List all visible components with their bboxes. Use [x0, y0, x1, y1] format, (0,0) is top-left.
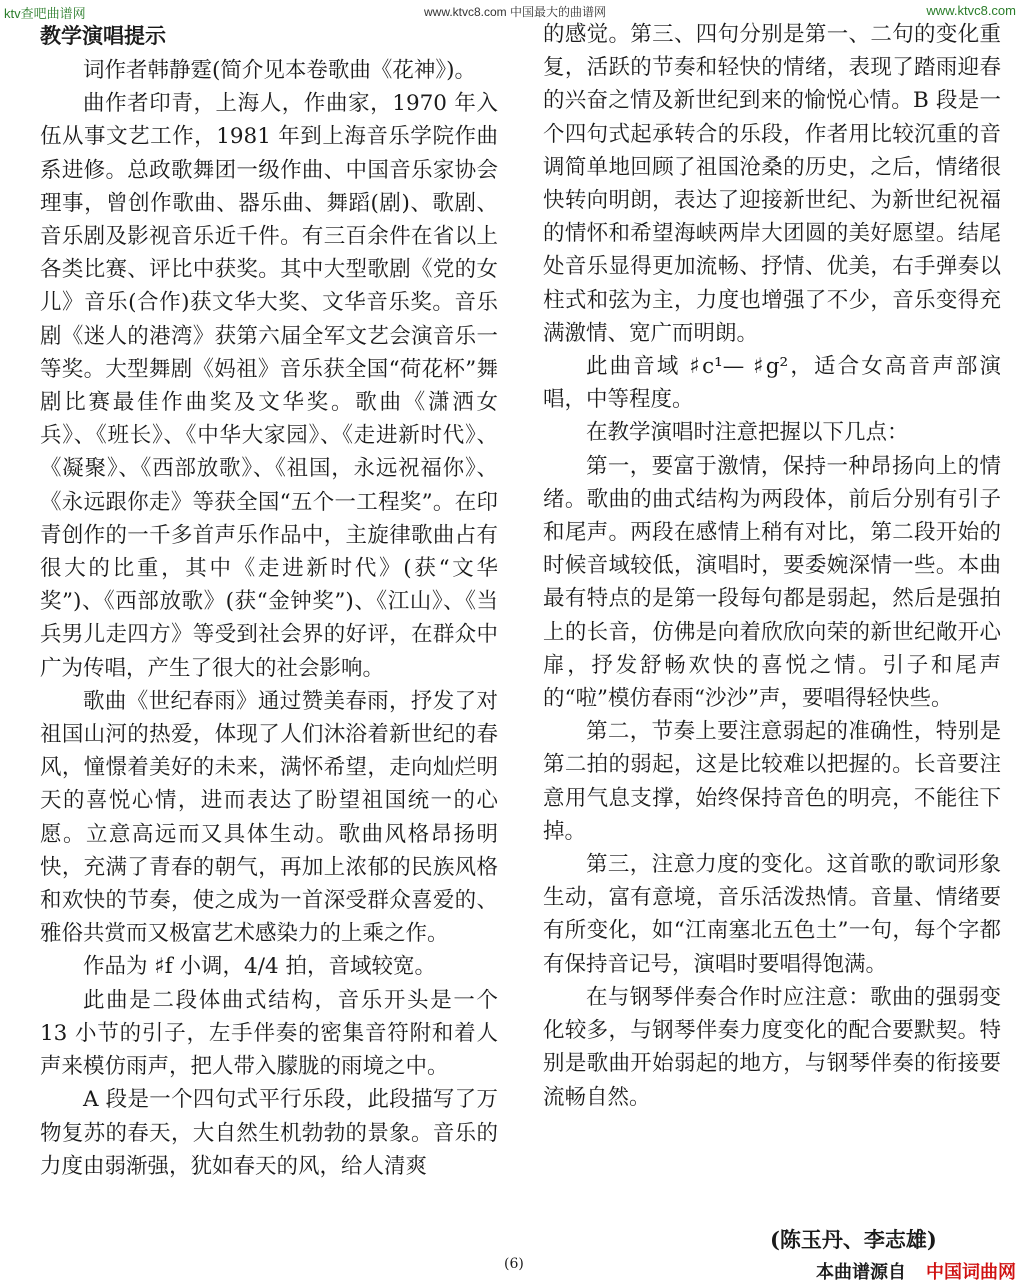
left-column	[40, 18, 498, 1183]
paragraph-section-a-continued: 的感觉。第三、四句分别是第一、二句的变化重复，活跃的节奏和轻快的情绪，表现了踏雨迎春的兴奋之情及新世纪到来的愉悦心情。B 段是一个四句式起承转合的乐段，作者用比较沉重的音调简单地回顾了祖国沧桑的历史，之后，情绪很快转向明朗，表达了迎接新世纪、为新世纪祝福的情怀和希望海峡两岸大团圆的美好愿望。结尾处音乐显得更加流畅、抒情、优美，右手弹奏以柱式和弦为主，力度也增强了不少，音乐变得充满激情、宽广而明朗。	[543, 22, 1001, 346]
paragraph-lyricist: 词作者韩静霆(简介见本卷歌曲《花神》)。	[83, 58, 477, 83]
paragraph-key-meter: 作品为 ♯f 小调，4/4 拍，音域较宽。	[83, 954, 436, 980]
paragraph-composer-bio: 曲作者印青，上海人，作曲家，1970 年入伍从事文艺工作，1981 年到上海音乐学院作曲系进修。总政歌舞团一级作曲、中国音乐家协会理事，曾创作歌曲、器乐曲、舞蹈(剧)、歌剧、音乐剧及影视音乐近千件。有三百余件在省以上各类比赛、评比中获奖。其中大型歌剧《党的女儿》音乐(合作)获文华大奖、文华音乐奖。音乐剧《迷人的港湾》获第六届全军文艺会演音乐一等奖。大型舞剧《妈祖》音乐获全国“荷花杯”舞剧比赛最佳作曲奖及文华奖。歌曲《潇洒女兵》、《班长》、《中华大家园》、《走进新时代》、《凝聚》、《西部放歌》、《祖国，永远祝福你》、《永远跟你走》等获全国“五个一工程奖”。在印青创作的一千多首声乐作品中，主旋律歌曲占有很大的比重，其中《走进新时代》(获“文华奖”)、《西部放歌》(获“金钟奖”)、《江山》、《当兵男儿走四方》等受到社会界的好评，在群众中广为传唱，产生了很大的社会影响。	[40, 91, 498, 681]
watermark-top-center: www.ktvc8.com 中国最大的曲谱网	[424, 5, 607, 19]
paragraph-range: 此曲音域 ♯c¹— ♯g²，适合女高音声部演唱，中等程度。	[543, 354, 1001, 413]
author-credit: (陈玉丹、李志雄)	[770, 1227, 937, 1252]
paragraph-point-three: 第三，注意力度的变化。这首歌的歌词形象生动，富有意境，音乐活泼热情。音量、情绪要有所变化，如“江南塞北五色土”一句，每个字都有保持音记号，演唱时要唱得饱满。	[543, 852, 1001, 977]
paragraph-structure: 此曲是二段体曲式结构，音乐开头是一个 13 小节的引子，左手伴奏的密集音符附和着人声来模仿雨声，把人带入朦胧的雨境之中。	[40, 987, 498, 1080]
source-label: 本曲谱源自	[816, 1262, 906, 1283]
watermark-top-right: www.ktvc8.com	[926, 3, 1016, 18]
paragraph-point-two: 第二，节奏上要注意弱起的准确性，特别是第二拍的弱起，这是比较难以把握的。长音要注意用气息支撑，始终保持音色的明亮，不能往下掉。	[543, 719, 1001, 844]
watermark-top-left: ktv查吧曲谱网	[4, 6, 86, 21]
section-heading: 教学演唱提示	[40, 24, 166, 48]
source-brand: 中国词曲网	[926, 1262, 1016, 1283]
right-column	[543, 18, 1001, 1114]
page-number: (6)	[504, 1256, 524, 1272]
paragraph-teaching-intro: 在教学演唱时注意把握以下几点：	[586, 420, 909, 446]
paragraph-piano-accompaniment: 在与钢琴伴奏合作时应注意：歌曲的强弱变化较多，与钢琴伴奏力度变化的配合要默契。特别是歌曲开始弱起的地方，与钢琴伴奏的衔接要流畅自然。	[543, 984, 1001, 1110]
paragraph-song-theme: 歌曲《世纪春雨》通过赞美春雨，抒发了对祖国山河的热爱，体现了人们沐浴着新世纪的春风，憧憬着美好的未来，满怀希望，走向灿烂明天的喜悦心情，进而表达了盼望祖国统一的心愿。立意高远而又具体生动。歌曲风格昂扬明快，充满了青春的朝气，再加上浓郁的民族风格和欢快的节奏，使之成为一首深受群众喜爱的、雅俗共赏而又极富艺术感染力的上乘之作。	[40, 688, 498, 947]
paragraph-section-a: A 段是一个四句式平行乐段，此段描写了万物复苏的春天，大自然生机勃勃的景象。音乐的力度由弱渐强，犹如春天的风，给人清爽	[40, 1087, 498, 1179]
source-footer	[816, 1258, 1016, 1284]
paragraph-point-one: 第一，要富于激情，保持一种昂扬向上的情绪。歌曲的曲式结构为两段体，前后分别有引子和尾声。两段在感情上稍有对比，第二段开始的时候音域较低，演唱时，要委婉深情一些。本曲最有特点的是第一段每句都是弱起，然后是强拍上的长音，仿佛是向着欣欣向荣的新世纪敞开心扉，抒发舒畅欢快的喜悦之情。引子和尾声的“啦”模仿春雨“沙沙”声，要唱得轻快些。	[543, 453, 1001, 712]
